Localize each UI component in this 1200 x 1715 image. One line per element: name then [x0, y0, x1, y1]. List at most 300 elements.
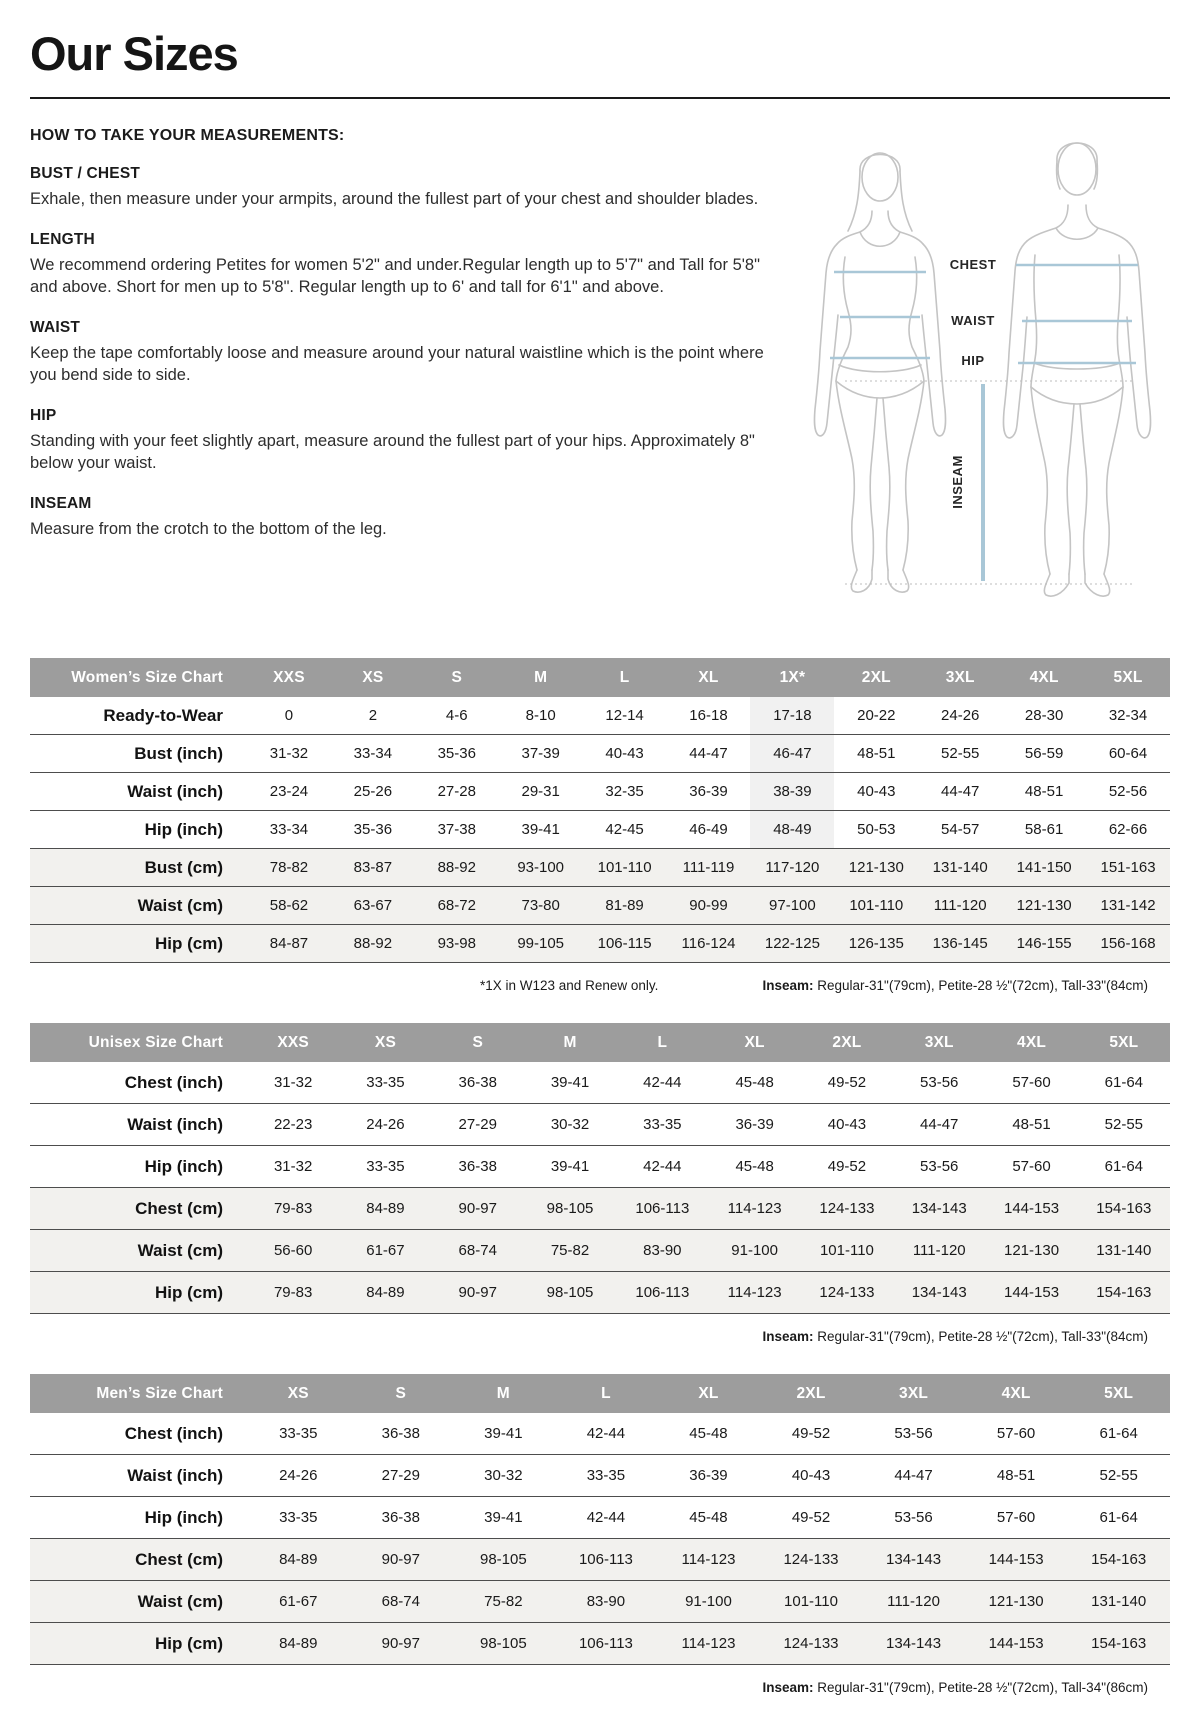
size-cell: 111-120: [918, 887, 1002, 925]
size-cell: 57-60: [965, 1413, 1068, 1455]
inseam-label: INSEAM: [950, 455, 965, 509]
size-cell: 49-52: [760, 1413, 863, 1455]
size-column-header: 2XL: [834, 658, 918, 697]
size-cell: 88-92: [415, 849, 499, 887]
size-column-header: 5XL: [1086, 658, 1170, 697]
size-cell: 88-92: [331, 925, 415, 963]
size-cell: 29-31: [499, 773, 583, 811]
instruction-length: [30, 231, 768, 299]
size-column-header: L: [583, 658, 667, 697]
size-row: [30, 1062, 1170, 1104]
size-cell: 48-49: [750, 811, 834, 849]
inseam-footnote-label: Inseam:: [762, 1680, 814, 1695]
size-cell: 134-143: [862, 1623, 965, 1665]
size-column-header: XL: [708, 1023, 800, 1062]
size-column-header: 4XL: [985, 1023, 1077, 1062]
size-cell: 33-35: [247, 1413, 350, 1455]
size-cell: 84-89: [339, 1272, 431, 1314]
size-cell: 154-163: [1067, 1539, 1170, 1581]
size-cell: 49-52: [760, 1497, 863, 1539]
size-cell: 52-55: [1067, 1455, 1170, 1497]
size-cell: 121-130: [965, 1581, 1068, 1623]
size-cell: 36-39: [708, 1104, 800, 1146]
instruction-hip: [30, 407, 768, 475]
size-cell: 111-120: [862, 1581, 965, 1623]
size-cell: 36-38: [432, 1062, 524, 1104]
size-cell: 44-47: [862, 1455, 965, 1497]
size-cell: 61-64: [1078, 1146, 1170, 1188]
row-label: Hip (cm): [30, 1623, 247, 1665]
size-chart-title: Women’s Size Chart: [30, 658, 247, 697]
size-cell: 101-110: [801, 1230, 893, 1272]
size-cell: 83-90: [616, 1230, 708, 1272]
womens-chart-footnotes: [30, 978, 1170, 993]
female-figure-illustration: [814, 153, 945, 592]
size-cell: 48-51: [1002, 773, 1086, 811]
size-cell: 114-123: [657, 1539, 760, 1581]
size-cell: 24-26: [339, 1104, 431, 1146]
size-cell: 35-36: [415, 735, 499, 773]
size-cell: 121-130: [1002, 887, 1086, 925]
size-cell: 61-67: [339, 1230, 431, 1272]
page-title: Our Sizes: [30, 27, 238, 80]
size-cell: 22-23: [247, 1104, 339, 1146]
size-column-header: M: [452, 1374, 555, 1413]
row-label: Waist (inch): [30, 1455, 247, 1497]
size-cell: 98-105: [524, 1272, 616, 1314]
size-cell: 101-110: [834, 887, 918, 925]
size-cell: 23-24: [247, 773, 331, 811]
size-cell: 52-55: [1078, 1104, 1170, 1146]
size-cell: 44-47: [667, 735, 751, 773]
size-column-header: M: [524, 1023, 616, 1062]
size-cell: 134-143: [893, 1272, 985, 1314]
size-cell: 91-100: [708, 1230, 800, 1272]
size-chart-title: Unisex Size Chart: [30, 1023, 247, 1062]
male-figure-illustration: [1003, 143, 1150, 596]
measurement-diagram: [790, 129, 1172, 616]
size-cell: 33-34: [331, 735, 415, 773]
size-cell: 84-89: [247, 1539, 350, 1581]
measurement-instructions-section: [30, 127, 1170, 616]
size-cell: 39-41: [499, 811, 583, 849]
size-cell: 36-39: [667, 773, 751, 811]
womens-inseam-footnote: [762, 978, 1170, 993]
size-cell: 44-47: [893, 1104, 985, 1146]
size-cell: 54-57: [918, 811, 1002, 849]
size-cell: 56-59: [1002, 735, 1086, 773]
size-cell: 106-113: [555, 1623, 658, 1665]
size-cell: 25-26: [331, 773, 415, 811]
size-cell: 52-55: [918, 735, 1002, 773]
size-cell: 30-32: [524, 1104, 616, 1146]
size-cell: 63-67: [331, 887, 415, 925]
size-column-header: 2XL: [760, 1374, 863, 1413]
size-cell: 45-48: [708, 1146, 800, 1188]
size-cell: 2: [331, 697, 415, 735]
size-column-header: XL: [657, 1374, 760, 1413]
size-column-header: 5XL: [1078, 1023, 1170, 1062]
row-label: Waist (inch): [30, 1104, 247, 1146]
row-label: Waist (cm): [30, 887, 247, 925]
size-cell: 114-123: [657, 1623, 760, 1665]
row-label: Waist (inch): [30, 773, 247, 811]
size-cell: 101-110: [583, 849, 667, 887]
size-cell: 93-98: [415, 925, 499, 963]
size-cell: 101-110: [760, 1581, 863, 1623]
size-cell: 27-28: [415, 773, 499, 811]
size-column-header: S: [350, 1374, 453, 1413]
size-cell: 0: [247, 697, 331, 735]
instruction-title: HIP: [30, 406, 57, 424]
size-column-header: 5XL: [1067, 1374, 1170, 1413]
inseam-footnote-text: Regular-31"(79cm), Petite-28 ½"(72cm), Tall-34"(86cm): [813, 1680, 1148, 1695]
size-cell: 39-41: [452, 1413, 555, 1455]
size-cell: 117-120: [750, 849, 834, 887]
size-row: [30, 1104, 1170, 1146]
size-column-header: 3XL: [893, 1023, 985, 1062]
size-row: [30, 811, 1170, 849]
size-cell: 90-97: [432, 1272, 524, 1314]
size-cell: 68-74: [432, 1230, 524, 1272]
size-cell: 124-133: [760, 1539, 863, 1581]
size-cell: 154-163: [1078, 1188, 1170, 1230]
size-cell: 61-64: [1067, 1497, 1170, 1539]
size-cell: 42-45: [583, 811, 667, 849]
size-column-header: 1X*: [750, 658, 834, 697]
row-label: Chest (inch): [30, 1413, 247, 1455]
size-cell: 45-48: [657, 1413, 760, 1455]
size-chart-header-row: [30, 1023, 1170, 1062]
row-label: Hip (inch): [30, 1146, 247, 1188]
size-cell: 124-133: [801, 1272, 893, 1314]
size-cell: 131-140: [918, 849, 1002, 887]
size-cell: 24-26: [918, 697, 1002, 735]
size-cell: 156-168: [1086, 925, 1170, 963]
size-cell: 32-35: [583, 773, 667, 811]
size-cell: 28-30: [1002, 697, 1086, 735]
size-cell: 53-56: [893, 1146, 985, 1188]
size-cell: 58-61: [1002, 811, 1086, 849]
size-cell: 114-123: [708, 1272, 800, 1314]
size-cell: 84-89: [247, 1623, 350, 1665]
size-cell: 144-153: [985, 1272, 1077, 1314]
size-cell: 49-52: [801, 1146, 893, 1188]
row-label: Bust (inch): [30, 735, 247, 773]
size-cell: 27-29: [350, 1455, 453, 1497]
size-cell: 106-113: [616, 1272, 708, 1314]
size-cell: 30-32: [452, 1455, 555, 1497]
size-cell: 42-44: [555, 1497, 658, 1539]
size-cell: 36-39: [657, 1455, 760, 1497]
size-cell: 33-35: [247, 1497, 350, 1539]
size-column-header: 3XL: [862, 1374, 965, 1413]
size-cell: 33-34: [247, 811, 331, 849]
size-cell: 134-143: [893, 1188, 985, 1230]
size-cell: 38-39: [750, 773, 834, 811]
instruction-body: Keep the tape comfortably loose and measure around your natural waistline which is the point where you bend side to side.: [30, 343, 764, 384]
size-cell: 79-83: [247, 1272, 339, 1314]
unisex-size-chart: [30, 1023, 1170, 1314]
size-cell: 114-123: [708, 1188, 800, 1230]
size-row: [30, 1455, 1170, 1497]
size-cell: 33-35: [339, 1062, 431, 1104]
inseam-footnote-text: Regular-31"(79cm), Petite-28 ½"(72cm), Tall-33"(84cm): [813, 1329, 1148, 1344]
instruction-body: We recommend ordering Petites for women 5'2" and under.Regular length up to 5'7" and Tall for 5'8" and above. Short for men up to 5'8". Regular length up to 6' and tall for 6'1" and above.: [30, 255, 760, 296]
size-cell: 31-32: [247, 1146, 339, 1188]
size-cell: 57-60: [985, 1062, 1077, 1104]
size-cell: 122-125: [750, 925, 834, 963]
size-cell: 75-82: [452, 1581, 555, 1623]
size-row: [30, 1146, 1170, 1188]
size-cell: 93-100: [499, 849, 583, 887]
size-cell: 45-48: [708, 1062, 800, 1104]
size-cell: 46-49: [667, 811, 751, 849]
size-cell: 31-32: [247, 1062, 339, 1104]
size-cell: 90-99: [667, 887, 751, 925]
size-row: [30, 849, 1170, 887]
instruction-title: INSEAM: [30, 494, 92, 512]
size-cell: 131-142: [1086, 887, 1170, 925]
size-cell: 37-39: [499, 735, 583, 773]
size-cell: 68-74: [350, 1581, 453, 1623]
size-cell: 121-130: [985, 1230, 1077, 1272]
size-cell: 48-51: [985, 1104, 1077, 1146]
size-cell: 131-140: [1067, 1581, 1170, 1623]
size-cell: 27-29: [432, 1104, 524, 1146]
size-cell: 146-155: [1002, 925, 1086, 963]
size-cell: 50-53: [834, 811, 918, 849]
size-cell: 45-48: [657, 1497, 760, 1539]
instruction-inseam: [30, 495, 768, 541]
size-cell: 42-44: [616, 1146, 708, 1188]
size-row: [30, 1623, 1170, 1665]
size-cell: 90-97: [350, 1539, 453, 1581]
size-cell: 36-38: [432, 1146, 524, 1188]
size-cell: 79-83: [247, 1188, 339, 1230]
instruction-body: Exhale, then measure under your armpits, around the fullest part of your chest and shoulder blades.: [30, 190, 759, 208]
size-cell: 39-41: [524, 1146, 616, 1188]
size-column-header: XL: [667, 658, 751, 697]
size-cell: 16-18: [667, 697, 751, 735]
size-cell: 68-72: [415, 887, 499, 925]
size-row: [30, 697, 1170, 735]
size-cell: 53-56: [862, 1497, 965, 1539]
size-cell: 124-133: [801, 1188, 893, 1230]
size-cell: 151-163: [1086, 849, 1170, 887]
size-cell: 144-153: [965, 1539, 1068, 1581]
size-cell: 44-47: [918, 773, 1002, 811]
size-cell: 32-34: [1086, 697, 1170, 735]
size-cell: 46-47: [750, 735, 834, 773]
size-cell: 48-51: [965, 1455, 1068, 1497]
size-chart-title: Men’s Size Chart: [30, 1374, 247, 1413]
instruction-body: Measure from the crotch to the bottom of the leg.: [30, 519, 387, 538]
row-label: Hip (cm): [30, 1272, 247, 1314]
size-cell: 81-89: [583, 887, 667, 925]
size-column-header: M: [499, 658, 583, 697]
size-column-header: 4XL: [965, 1374, 1068, 1413]
size-column-header: 4XL: [1002, 658, 1086, 697]
size-cell: 61-67: [247, 1581, 350, 1623]
size-cell: 106-113: [555, 1539, 658, 1581]
size-cell: 8-10: [499, 697, 583, 735]
size-column-header: XXS: [247, 658, 331, 697]
size-cell: 39-41: [452, 1497, 555, 1539]
mens-size-chart: [30, 1374, 1170, 1665]
title-divider: [30, 97, 1170, 99]
size-cell: 136-145: [918, 925, 1002, 963]
instruction-bust-chest: [30, 165, 768, 211]
size-column-header: S: [432, 1023, 524, 1062]
size-cell: 141-150: [1002, 849, 1086, 887]
row-label: Hip (cm): [30, 925, 247, 963]
size-cell: 4-6: [415, 697, 499, 735]
size-cell: 42-44: [555, 1413, 658, 1455]
size-row: [30, 1230, 1170, 1272]
size-column-header: XXS: [247, 1023, 339, 1062]
mens-inseam-footnote: [30, 1680, 1170, 1695]
size-column-header: XS: [339, 1023, 431, 1062]
size-cell: 39-41: [524, 1062, 616, 1104]
instruction-title: LENGTH: [30, 230, 95, 248]
size-column-header: L: [616, 1023, 708, 1062]
size-cell: 57-60: [985, 1146, 1077, 1188]
size-column-header: 2XL: [801, 1023, 893, 1062]
size-cell: 40-43: [801, 1104, 893, 1146]
instructions-column: [30, 127, 768, 541]
size-row: [30, 1581, 1170, 1623]
row-label: Hip (inch): [30, 1497, 247, 1539]
inseam-footnote-text: Regular-31"(79cm), Petite-28 ½"(72cm), Tall-33"(84cm): [813, 978, 1148, 993]
size-cell: 36-38: [350, 1497, 453, 1539]
size-cell: 53-56: [862, 1413, 965, 1455]
size-row: [30, 1188, 1170, 1230]
size-cell: 78-82: [247, 849, 331, 887]
row-label: Bust (cm): [30, 849, 247, 887]
inseam-footnote-label: Inseam:: [762, 1329, 814, 1344]
size-cell: 124-133: [760, 1623, 863, 1665]
size-cell: 58-62: [247, 887, 331, 925]
waist-label: WAIST: [951, 313, 995, 328]
size-cell: 84-89: [339, 1188, 431, 1230]
size-cell: 40-43: [583, 735, 667, 773]
size-cell: 52-56: [1086, 773, 1170, 811]
size-cell: 98-105: [452, 1623, 555, 1665]
size-cell: 40-43: [760, 1455, 863, 1497]
womens-1x-footnote: *1X in W123 and Renew only.: [480, 978, 659, 993]
size-column-header: 3XL: [918, 658, 1002, 697]
size-cell: 35-36: [331, 811, 415, 849]
size-cell: 40-43: [834, 773, 918, 811]
size-cell: 144-153: [985, 1188, 1077, 1230]
size-column-header: XS: [247, 1374, 350, 1413]
unisex-inseam-footnote: [30, 1329, 1170, 1344]
size-cell: 83-90: [555, 1581, 658, 1623]
size-cell: 90-97: [350, 1623, 453, 1665]
body-measurement-illustration: [790, 129, 1172, 611]
size-cell: 17-18: [750, 697, 834, 735]
size-cell: 116-124: [667, 925, 751, 963]
size-cell: 33-35: [555, 1455, 658, 1497]
size-cell: 106-113: [616, 1188, 708, 1230]
size-cell: 56-60: [247, 1230, 339, 1272]
row-label: Chest (cm): [30, 1539, 247, 1581]
size-cell: 84-87: [247, 925, 331, 963]
instruction-title: WAIST: [30, 318, 81, 336]
size-cell: 37-38: [415, 811, 499, 849]
size-cell: 48-51: [834, 735, 918, 773]
size-cell: 57-60: [965, 1497, 1068, 1539]
size-cell: 154-163: [1067, 1623, 1170, 1665]
size-row: [30, 1497, 1170, 1539]
size-cell: 144-153: [965, 1623, 1068, 1665]
size-column-header: S: [415, 658, 499, 697]
size-row: [30, 925, 1170, 963]
size-cell: 90-97: [432, 1188, 524, 1230]
size-cell: 83-87: [331, 849, 415, 887]
chest-label: CHEST: [949, 257, 997, 272]
instruction-title: BUST / CHEST: [30, 165, 141, 182]
row-label: Chest (inch): [30, 1062, 247, 1104]
size-cell: 33-35: [339, 1146, 431, 1188]
size-cell: 75-82: [524, 1230, 616, 1272]
size-cell: 42-44: [616, 1062, 708, 1104]
row-label: Waist (cm): [30, 1581, 247, 1623]
size-cell: 20-22: [834, 697, 918, 735]
instruction-body: Standing with your feet slightly apart, measure around the fullest part of your hips. Approximately 8" below your waist.: [30, 431, 755, 472]
size-row: [30, 1413, 1170, 1455]
womens-size-chart: [30, 658, 1170, 963]
size-cell: 99-105: [499, 925, 583, 963]
size-cell: 73-80: [499, 887, 583, 925]
row-label: Chest (cm): [30, 1188, 247, 1230]
size-cell: 121-130: [834, 849, 918, 887]
size-cell: 106-115: [583, 925, 667, 963]
inseam-footnote-label: Inseam:: [762, 978, 814, 993]
size-row: [30, 735, 1170, 773]
size-cell: 24-26: [247, 1455, 350, 1497]
size-chart-header-row: [30, 658, 1170, 697]
size-chart-header-row: [30, 1374, 1170, 1413]
size-column-header: XS: [331, 658, 415, 697]
size-cell: 154-163: [1078, 1272, 1170, 1314]
size-cell: 61-64: [1067, 1413, 1170, 1455]
size-cell: 49-52: [801, 1062, 893, 1104]
size-cell: 97-100: [750, 887, 834, 925]
hip-label: HIP: [961, 353, 985, 368]
row-label: Waist (cm): [30, 1230, 247, 1272]
instructions-heading: HOW TO TAKE YOUR MEASUREMENTS:: [30, 127, 345, 144]
size-row: [30, 1272, 1170, 1314]
size-cell: 12-14: [583, 697, 667, 735]
size-cell: 36-38: [350, 1413, 453, 1455]
size-cell: 53-56: [893, 1062, 985, 1104]
size-cell: 60-64: [1086, 735, 1170, 773]
size-cell: 111-119: [667, 849, 751, 887]
size-row: [30, 773, 1170, 811]
size-row: [30, 887, 1170, 925]
row-label: Ready-to-Wear: [30, 697, 247, 735]
size-row: [30, 1539, 1170, 1581]
size-cell: 131-140: [1078, 1230, 1170, 1272]
size-cell: 111-120: [893, 1230, 985, 1272]
size-cell: 98-105: [524, 1188, 616, 1230]
size-cell: 126-135: [834, 925, 918, 963]
size-column-header: L: [555, 1374, 658, 1413]
size-cell: 134-143: [862, 1539, 965, 1581]
size-cell: 62-66: [1086, 811, 1170, 849]
